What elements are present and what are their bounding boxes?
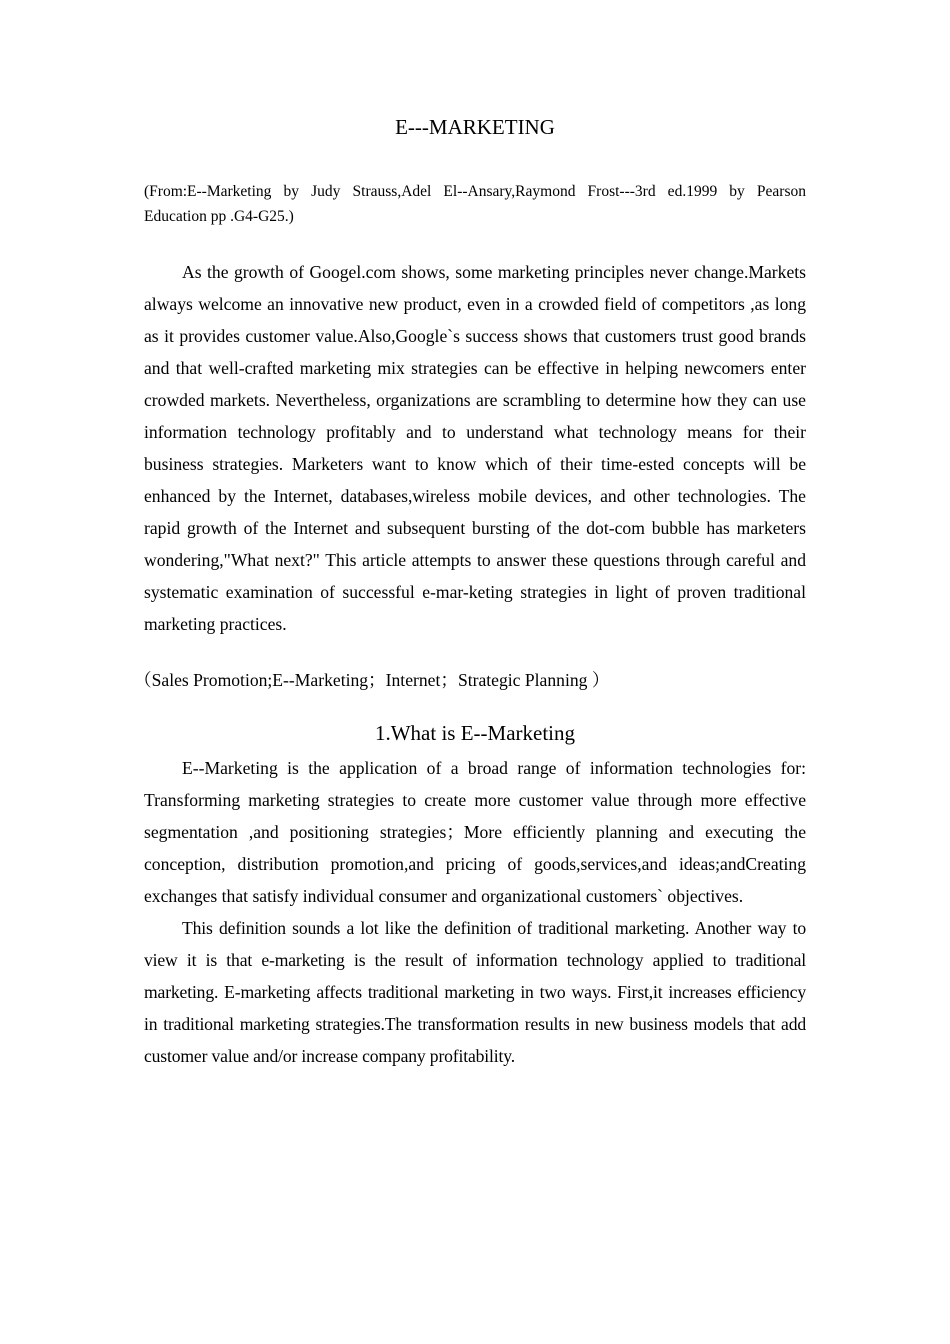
document-title: E---MARKETING	[395, 115, 555, 139]
source-citation: (From:E--Marketing by Judy Strauss,Adel El--Ansary,Raymond Frost---3rd ed.1999 by Pearson Education pp .G4-G25.)	[144, 183, 806, 225]
section-heading: 1.What is E--Marketing	[374, 721, 576, 745]
body-paragraph: E--Marketing is the application of a broad range of information technologies for: Transforming marketing strategies to create more customer value through more effective segmentation ,and positioning strategies；More efficiently planning and executing the conception, distribution promotion,and pricing of goods,services,and ideas;andCreating exchanges that satisfy individual consumer and organizational customers` objectives.	[144, 758, 806, 906]
abstract-paragraph: As the growth of Googel.com shows, some marketing principles never change.Markets always welcome an innovative new product, even in a crowded field of competitors ,as long as it provides customer value.Also,Google`s success shows that customers trust good brands and that well-crafted marketing mix strategies can be effective in helping newcomers enter crowded markets. Nevertheless, organizations are scrambling to determine how they can use information technology profitably and to understand what technology means for their business strategies. Marketers want to know which of their time-ested concepts will be enhanced by the Internet, databases,wireless mobile devices, and other technologies. The rapid growth of the Internet and subsequent bursting of the dot-com bubble has marketers wondering,"What next?" This article attempts to answer these questions through careful and systematic examination of successful e-mar-keting strategies in light of proven traditional marketing practices.	[144, 262, 806, 634]
body-paragraph: This definition sounds a lot like the definition of traditional marketing. Another way to view it is that e-marketing is the result of information technology applied to traditional marketing. E-marketing affects traditional marketing in two ways. First,it increases efficiency in traditional marketing strategies.The transformation results in new business models that add customer value and/or increase company profitability.	[144, 918, 806, 1066]
keywords-line: （Sales Promotion;E--Marketing；Internet；Strategic Planning ）	[134, 670, 610, 690]
section-body	[144, 752, 806, 1072]
